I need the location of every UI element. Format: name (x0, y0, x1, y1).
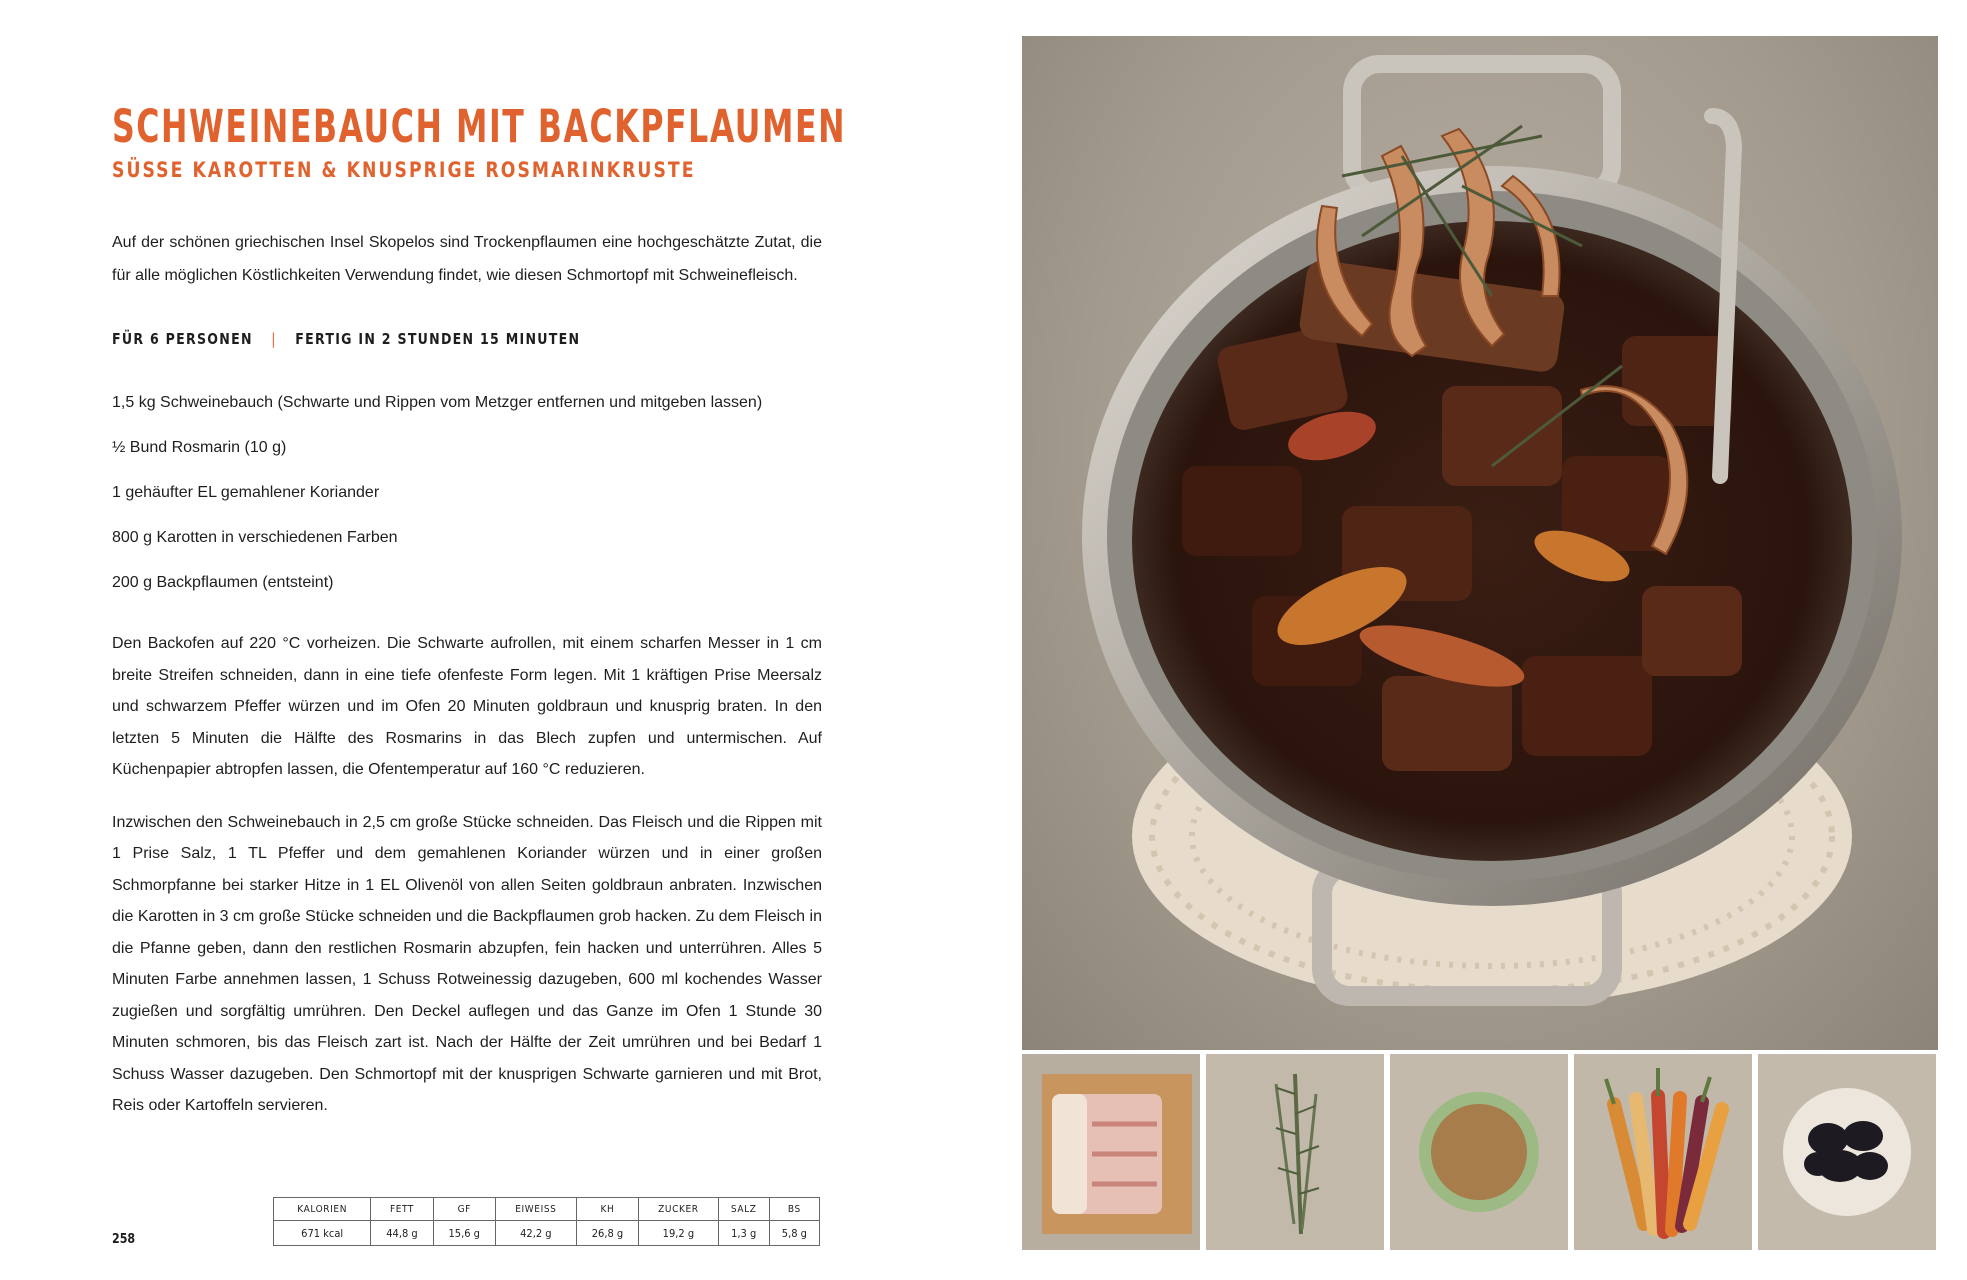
recipe-title: SCHWEINEBAUCH MIT BACKPFLAUMEN (112, 100, 847, 153)
nutrition-header-row (274, 1198, 820, 1221)
nutrition-header: KALORIEN (274, 1198, 371, 1221)
method-step: Inzwischen den Schweinebauch in 2,5 cm große Stücke schneiden. Das Fleisch und die Rippen mit 1 Prise Salz, 1 TL Pfeffer und dem gemahlenen Koriander würzen und in einer großen Schmorpfanne bei starker Hitze in 1 EL Olivenöl von allen Seiten goldbraun anbraten. Inzwischen die Karotten in 3 cm große Stücke schneiden und die Backpflaumen grob hacken. Zu dem Fleisch in die Pfanne geben, dann den restlichen Rosmarin abzupfen, fein hacken und unterrühren. Alles 5 Minuten Farbe annehmen lassen, 1 Schuss Rotweinessig dazugeben, 600 ml kochendes Wasser zugießen und sorgfältig umrühren. Den Deckel auflegen und das Ganze im Ofen 1 Stunde 30 Minuten schmoren, bis das Fleisch zart ist. Nach der Hälfte der Zeit umrühren und bei Bedarf 1 Schuss Wasser dazugeben. Den Schmortopf mit der knusprigen Schwarte garnieren und mit Brot, Reis oder Kartoffeln servieren. (112, 813, 822, 1114)
nutrition-value-row (274, 1221, 820, 1246)
thumbnail-carrots (1574, 1054, 1752, 1250)
recipe-meta (112, 330, 580, 348)
ingredient-item: ½ Bund Rosmarin (10 g) (112, 439, 287, 456)
rosemary-icon (1206, 1054, 1384, 1250)
nutrition-value: 671 kcal (274, 1221, 371, 1246)
time-label: FERTIG IN 2 STUNDEN 15 MINUTEN (295, 330, 581, 348)
recipe-intro: Auf der schönen griechischen Insel Skopelos sind Trockenpflaumen eine hochgeschätzte Zutat, die für alle möglichen Köstlichkeiten Verwendung findet, wie diesen Schmortopf mit Schweinefleisch. (112, 234, 822, 284)
nutrition-value: 44,8 g (371, 1221, 433, 1246)
nutrition-table (273, 1197, 820, 1246)
coriander-bowl-icon (1390, 1054, 1568, 1250)
meta-separator: | (271, 330, 277, 348)
nutrition-header: FETT (371, 1198, 433, 1221)
thumbnail-rosemary (1206, 1054, 1384, 1250)
ingredient-item: 1,5 kg Schweinebauch (Schwarte und Rippen vom Metzger entfernen und mitgeben lassen) (112, 394, 763, 411)
thumbnail-coriander (1390, 1054, 1568, 1250)
recipe-subtitle: SÜSSE KAROTTEN & KNUSPRIGE ROSMARINKRUSTE (112, 158, 696, 182)
hero-photo (1022, 36, 1938, 1050)
ingredient-item: 800 g Karotten in verschiedenen Farben (112, 529, 398, 546)
method-steps (112, 628, 822, 1143)
thumbnail-prunes (1758, 1054, 1936, 1250)
nutrition-value: 15,6 g (433, 1221, 495, 1246)
nutrition-value: 5,8 g (769, 1221, 819, 1246)
nutrition-value: 19,2 g (639, 1221, 719, 1246)
nutrition-value: 26,8 g (576, 1221, 638, 1246)
thumbnail-pork-belly (1022, 1054, 1200, 1250)
nutrition-header: EIWEISS (495, 1198, 576, 1221)
nutrition-value: 42,2 g (495, 1221, 576, 1246)
ingredient-item: 200 g Backpflaumen (entsteint) (112, 574, 334, 591)
page-number: 258 (112, 1232, 136, 1247)
nutrition-value: 1,3 g (718, 1221, 769, 1246)
ingredient-item: 1 gehäufter EL gemahlener Koriander (112, 484, 380, 501)
nutrition-header: SALZ (718, 1198, 769, 1221)
ingredient-list (112, 391, 762, 616)
nutrition-header: BS (769, 1198, 819, 1221)
carrots-icon (1574, 1054, 1752, 1250)
method-step: Den Backofen auf 220 °C vorheizen. Die Schwarte aufrollen, mit einem scharfen Messer in 1 cm breite Streifen schneiden, dann in eine tiefe ofenfeste Form legen. Mit 1 kräftigen Prise Meersalz und schwarzem Pfeffer würzen und im Ofen 20 Minuten goldbraun und knusprig braten. In den letzten 5 Minuten die Hälfte des Rosmarins in das Blech zupfen und untermischen. Auf Küchenpapier abtropfen lassen, die Ofentemperatur auf 160 °C reduzieren. (112, 635, 822, 778)
prunes-bowl-icon (1758, 1054, 1936, 1250)
nutrition-header: ZUCKER (639, 1198, 719, 1221)
nutrition-header: KH (576, 1198, 638, 1221)
pork-belly-icon (1022, 1054, 1200, 1250)
servings-label: FÜR 6 PERSONEN (112, 330, 253, 348)
pork-pot-illustration (1022, 36, 1938, 1050)
nutrition-header: GF (433, 1198, 495, 1221)
